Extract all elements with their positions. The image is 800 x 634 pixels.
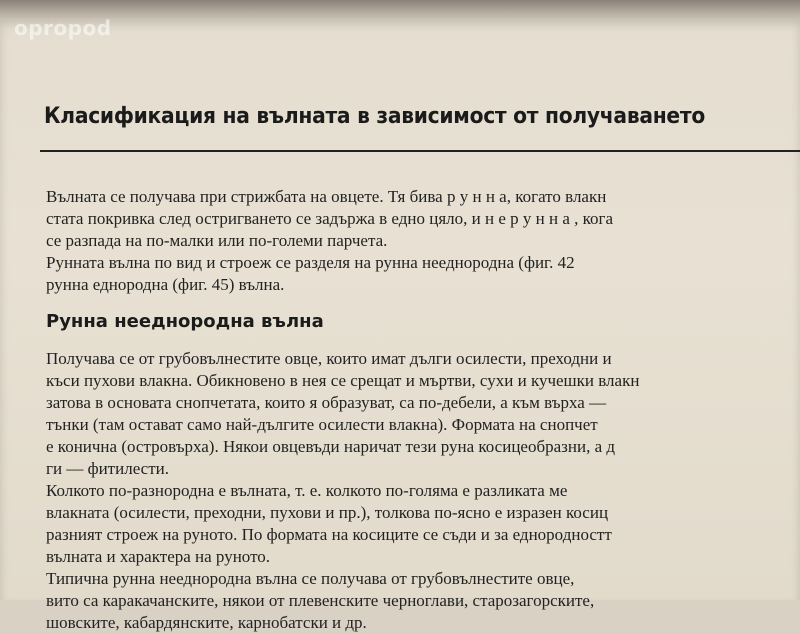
- text-line: Рунната вълна по вид и строеж се разделя на рунна нееднородна (фиг. 42: [46, 253, 575, 272]
- text-line: Типична рунна нееднородна вълна се получава от грубовълнестите овце,: [46, 569, 575, 588]
- text-line: влакната (осилести, преходни, пухови и пр.), толкова по-ясно е изразен косиц: [46, 503, 609, 522]
- text-line: разният строеж на руното. По формата на косиците се съди и за еднородностт: [46, 525, 612, 544]
- text-line: Вълната се получава при стрижбата на овцете. Тя бива р у н н а, когато влакн: [46, 187, 607, 206]
- text-line: се разпада на по-малки или по-големи парчета.: [46, 231, 388, 250]
- text-line: шовските, кабардянските, карнобатски и др.: [46, 613, 367, 632]
- subsection-heading: Рунна нееднородна вълна: [46, 311, 324, 332]
- text-line: Получава се от грубовълнестите овце, които имат дълги осилести, преходни и: [46, 349, 612, 368]
- text-line: затова в основата снопчетата, които я образуват, са по-дебели, а към върха —: [46, 393, 607, 412]
- text-line: е конична (островърха). Някои овцевъди наричат тези руна косицеобразни, а д: [46, 437, 616, 456]
- text-line: къси пухови влакна. Обикновено в нея се срещат и мъртви, сухи и кучешки влакн: [46, 371, 640, 390]
- text-line: Колкото по-разнородна е вълната, т. е. колкото по-голяма е разликата ме: [46, 481, 568, 500]
- book-page: [0, 18, 800, 632]
- text-line: рунна еднородна (фиг. 45) вълна.: [46, 275, 285, 294]
- text-line: стата покривка след остригването се задържа в едно цяло, и н е р у н н а , кога: [46, 209, 614, 228]
- section-heading: Класификация на вълната в зависимост от получаването: [44, 104, 705, 129]
- watermark-logo: opropod: [14, 16, 112, 40]
- text-line: ги — фитилести.: [46, 459, 169, 478]
- text-line: вълната и характера на руното.: [46, 547, 271, 566]
- text-line: тънки (там остават само най-дългите осилести влакна). Формата на снопчет: [46, 415, 598, 434]
- heading-underline: [40, 150, 800, 152]
- text-line: вито са каракачанските, някои от плевенските черноглави, старозагорските,: [46, 591, 595, 610]
